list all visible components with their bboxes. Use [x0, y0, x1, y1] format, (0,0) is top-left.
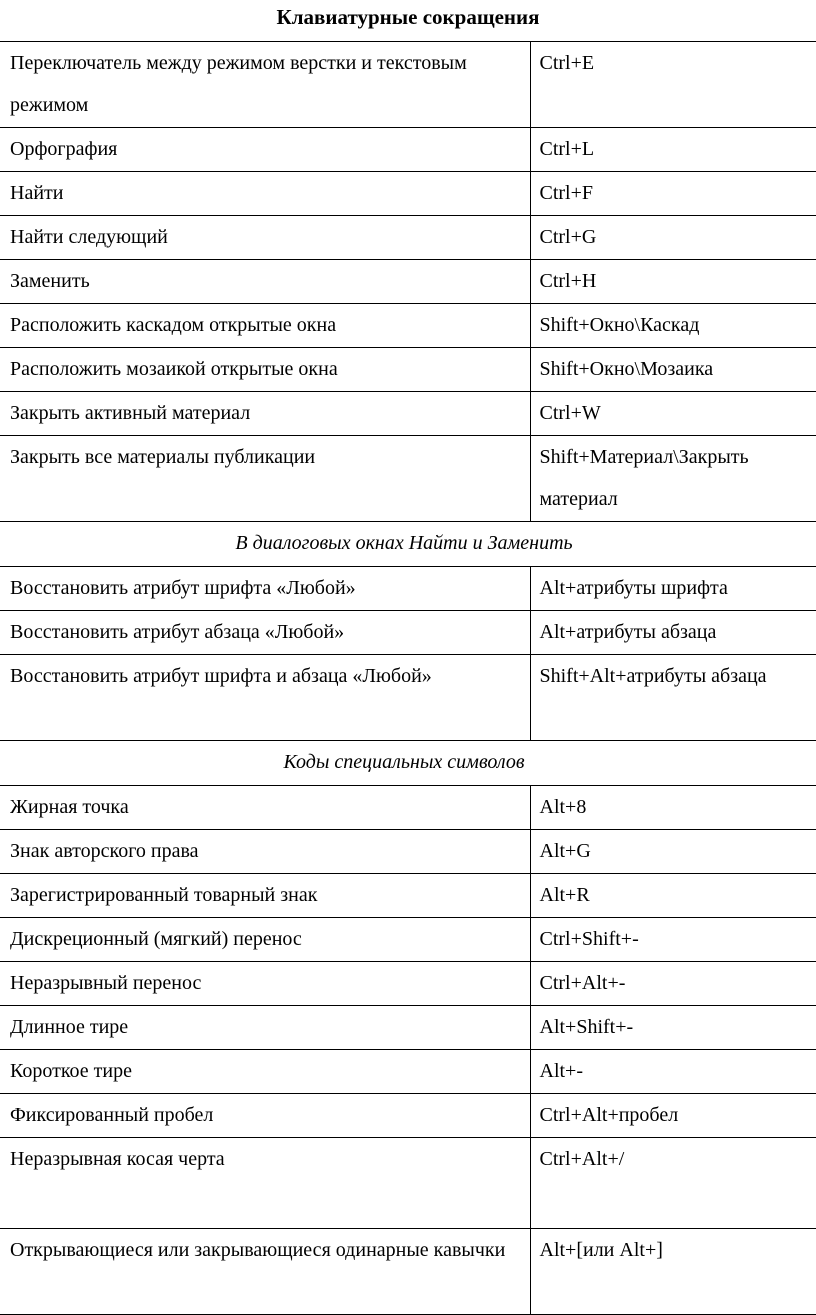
- action-label: Расположить мозаикой открытые окна: [10, 358, 338, 380]
- shortcut-keys: Alt+атрибуты шрифта: [539, 577, 728, 599]
- table-row: [0, 260, 816, 304]
- shortcut-cell: [530, 786, 816, 830]
- action-cell: [0, 962, 530, 1006]
- shortcut-cell: [530, 1138, 816, 1229]
- table-row: [0, 128, 816, 172]
- action-label: Закрыть активный материал: [10, 402, 251, 424]
- table-row: [0, 1006, 816, 1050]
- action-label: Открывающиеся или закрывающиеся одинарные кавычки: [10, 1239, 506, 1261]
- action-label: Зарегистрированный товарный знак: [10, 884, 318, 906]
- shortcut-keys: Ctrl+Shift+-: [539, 928, 639, 950]
- action-cell: [0, 1138, 530, 1229]
- shortcut-cell: [530, 830, 816, 874]
- shortcut-cell: [530, 611, 816, 655]
- action-label: Найти следующий: [10, 226, 168, 248]
- action-cell: [0, 874, 530, 918]
- section-header: [0, 741, 816, 786]
- action-cell: [0, 1006, 530, 1050]
- table-row: [0, 392, 816, 436]
- section-header-label: Коды специальных символов: [283, 751, 525, 773]
- shortcut-keys: Alt+[или Alt+]: [539, 1239, 663, 1261]
- table-row: [0, 655, 816, 741]
- action-label: Восстановить атрибут шрифта и абзаца «Любой»: [10, 665, 432, 687]
- shortcut-keys: Shift+Окно\Мозаика: [539, 358, 714, 380]
- shortcut-cell: [530, 42, 816, 128]
- action-cell: [0, 1094, 530, 1138]
- action-label: Короткое тире: [10, 1060, 132, 1082]
- table-row: [0, 42, 816, 128]
- action-cell: [0, 42, 530, 128]
- table-row: [0, 962, 816, 1006]
- action-cell: [0, 786, 530, 830]
- action-cell: [0, 1229, 530, 1315]
- action-cell: [0, 128, 530, 172]
- action-label: Фиксированный пробел: [10, 1104, 214, 1126]
- action-label: Знак авторского права: [10, 840, 199, 862]
- shortcut-keys: Ctrl+Alt+-: [539, 972, 626, 994]
- table-row: [0, 830, 816, 874]
- table-row: [0, 874, 816, 918]
- page-title: Клавиатурные сокращения: [276, 5, 540, 29]
- table-row: [0, 1094, 816, 1138]
- shortcut-keys: Alt+Shift+-: [539, 1016, 634, 1038]
- shortcut-keys: Ctrl+F: [539, 182, 594, 204]
- shortcut-keys: Shift+Alt+атрибуты абзаца: [539, 665, 767, 687]
- table-row: [0, 611, 816, 655]
- shortcut-keys: Ctrl+W: [539, 402, 601, 424]
- shortcut-cell: [530, 874, 816, 918]
- action-cell: [0, 1050, 530, 1094]
- shortcut-cell: [530, 567, 816, 611]
- section-header: [0, 522, 816, 567]
- action-label: Неразрывная косая черта: [10, 1148, 225, 1170]
- action-label: Жирная точка: [10, 796, 129, 818]
- shortcut-keys: Ctrl+Alt+/: [539, 1148, 625, 1170]
- shortcut-cell: [530, 128, 816, 172]
- shortcuts-table: [0, 41, 816, 1315]
- action-label: Дискреционный (мягкий) перенос: [10, 928, 302, 950]
- action-cell: [0, 348, 530, 392]
- table-row: [0, 348, 816, 392]
- shortcut-cell: [530, 392, 816, 436]
- shortcut-keys: Ctrl+H: [539, 270, 597, 292]
- action-cell: [0, 830, 530, 874]
- shortcut-cell: [530, 172, 816, 216]
- shortcut-cell: [530, 304, 816, 348]
- action-label: Расположить каскадом открытые окна: [10, 314, 337, 336]
- shortcut-cell: [530, 1006, 816, 1050]
- action-label: Орфография: [10, 138, 118, 160]
- shortcut-keys: Shift+Материал\Закрыть материал: [539, 446, 749, 510]
- table-row: [0, 172, 816, 216]
- action-cell: [0, 436, 530, 522]
- shortcut-cell: [530, 1050, 816, 1094]
- shortcut-keys: Alt+R: [539, 884, 590, 906]
- section-header-row: [0, 522, 816, 567]
- shortcut-keys: Ctrl+G: [539, 226, 597, 248]
- action-cell: [0, 172, 530, 216]
- table-row: [0, 304, 816, 348]
- table-row: [0, 1229, 816, 1315]
- table-row: [0, 918, 816, 962]
- table-row: [0, 1138, 816, 1229]
- action-cell: [0, 567, 530, 611]
- shortcuts-table-body: [0, 42, 816, 1315]
- shortcut-keys: Ctrl+L: [539, 138, 595, 160]
- shortcut-cell: [530, 1094, 816, 1138]
- action-label: Заменить: [10, 270, 90, 292]
- shortcut-keys: Ctrl+E: [539, 52, 595, 74]
- shortcut-cell: [530, 655, 816, 741]
- shortcut-keys: Shift+Окно\Каскад: [539, 314, 700, 336]
- action-label: Закрыть все материалы публикации: [10, 446, 316, 468]
- action-label: Восстановить атрибут абзаца «Любой»: [10, 621, 345, 643]
- shortcut-keys: Ctrl+Alt+пробел: [539, 1104, 679, 1126]
- action-cell: [0, 655, 530, 741]
- table-row: [0, 1050, 816, 1094]
- action-cell: [0, 260, 530, 304]
- shortcut-cell: [530, 918, 816, 962]
- action-cell: [0, 918, 530, 962]
- shortcut-keys: Alt+-: [539, 1060, 583, 1082]
- action-label: Переключатель между режимом верстки и текстовым режимом: [10, 52, 467, 116]
- action-cell: [0, 611, 530, 655]
- table-row: [0, 216, 816, 260]
- table-row: [0, 786, 816, 830]
- section-header-label: В диалоговых окнах Найти и Заменить: [235, 532, 573, 554]
- action-cell: [0, 304, 530, 348]
- action-label: Найти: [10, 182, 64, 204]
- action-label: Восстановить атрибут шрифта «Любой»: [10, 577, 356, 599]
- shortcut-cell: [530, 348, 816, 392]
- shortcut-cell: [530, 216, 816, 260]
- section-header-row: [0, 741, 816, 786]
- shortcut-cell: [530, 962, 816, 1006]
- shortcut-keys: Alt+G: [539, 840, 591, 862]
- action-label: Длинное тире: [10, 1016, 129, 1038]
- action-cell: [0, 216, 530, 260]
- table-row: [0, 567, 816, 611]
- shortcut-cell: [530, 436, 816, 522]
- shortcut-keys: Alt+атрибуты абзаца: [539, 621, 717, 643]
- shortcut-cell: [530, 1229, 816, 1315]
- table-row: [0, 436, 816, 522]
- shortcut-cell: [530, 260, 816, 304]
- shortcut-keys: Alt+8: [539, 796, 587, 818]
- action-label: Неразрывный перенос: [10, 972, 202, 994]
- action-cell: [0, 392, 530, 436]
